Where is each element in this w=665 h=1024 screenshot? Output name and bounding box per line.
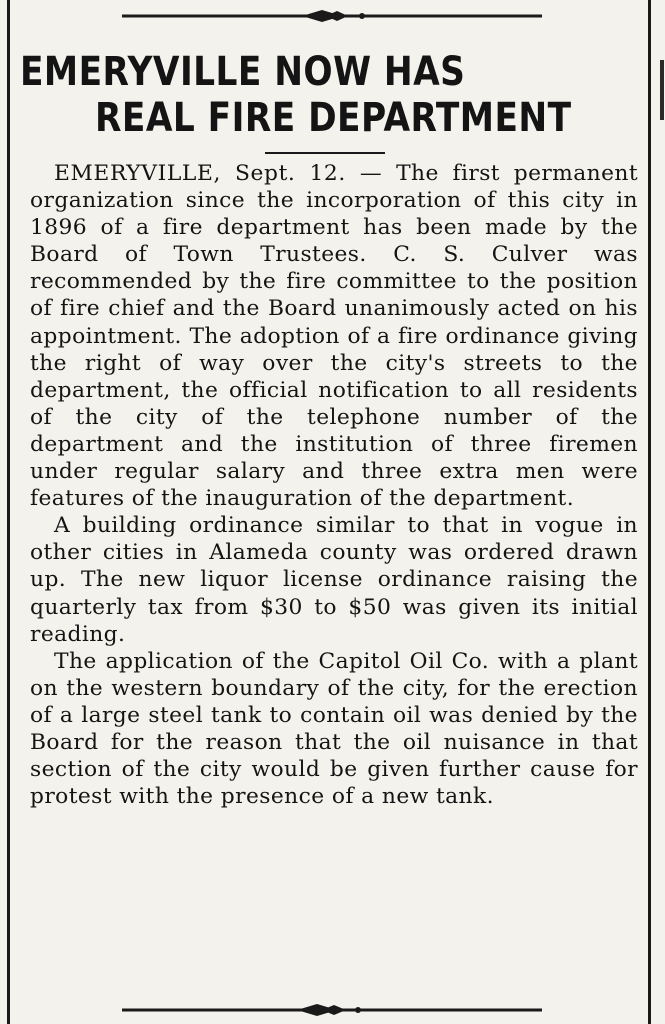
paragraph-1-text: The first permanent organization since the incorporation of this city in 1896 of a fire department has been made by the Board of Town Trustees. C. S. Culver was recommended by the fire committee to the position of fire chief and the Board unanimously acted on his appointment. The adoption of a fire ordinance giving the right of way over the city's streets to the department, the official notification to all residents of the city of the telephone number of the department and the institution of three firemen under regular salary and three extra men were features of the inauguration of the department. <box>30 161 638 512</box>
ornamental-dash-top <box>122 6 542 26</box>
headline-divider <box>265 152 385 154</box>
dateline: EMERYVILLE, Sept. 12. — <box>54 161 383 186</box>
paragraph-3: The application of the Capitol Oil Co. with a plant on the western boundary of the city, for the erection of a large steel tank to contain oil was denied by the Board for the reason that the oil nuisance in that section of the city would be given further cause for protest with the presence of a new tank. <box>30 648 638 810</box>
adjacent-column-edge <box>660 60 664 120</box>
headline-line-1: EMERYVILLE NOW HAS <box>20 49 466 95</box>
article-body <box>30 160 638 810</box>
column-rule-left <box>7 0 10 1024</box>
column-rule-right <box>648 0 651 1024</box>
paragraph-2: A building ordinance similar to that in vogue in other cities in Alameda county was ordered drawn up. The new liquor license ordinance raising the quarterly tax from $30 to $50 was given its initial reading. <box>30 513 638 647</box>
headline-line-2: REAL FIRE DEPARTMENT <box>95 95 572 141</box>
paragraph-1 <box>30 160 638 512</box>
ornamental-dash-bottom <box>122 1000 542 1020</box>
